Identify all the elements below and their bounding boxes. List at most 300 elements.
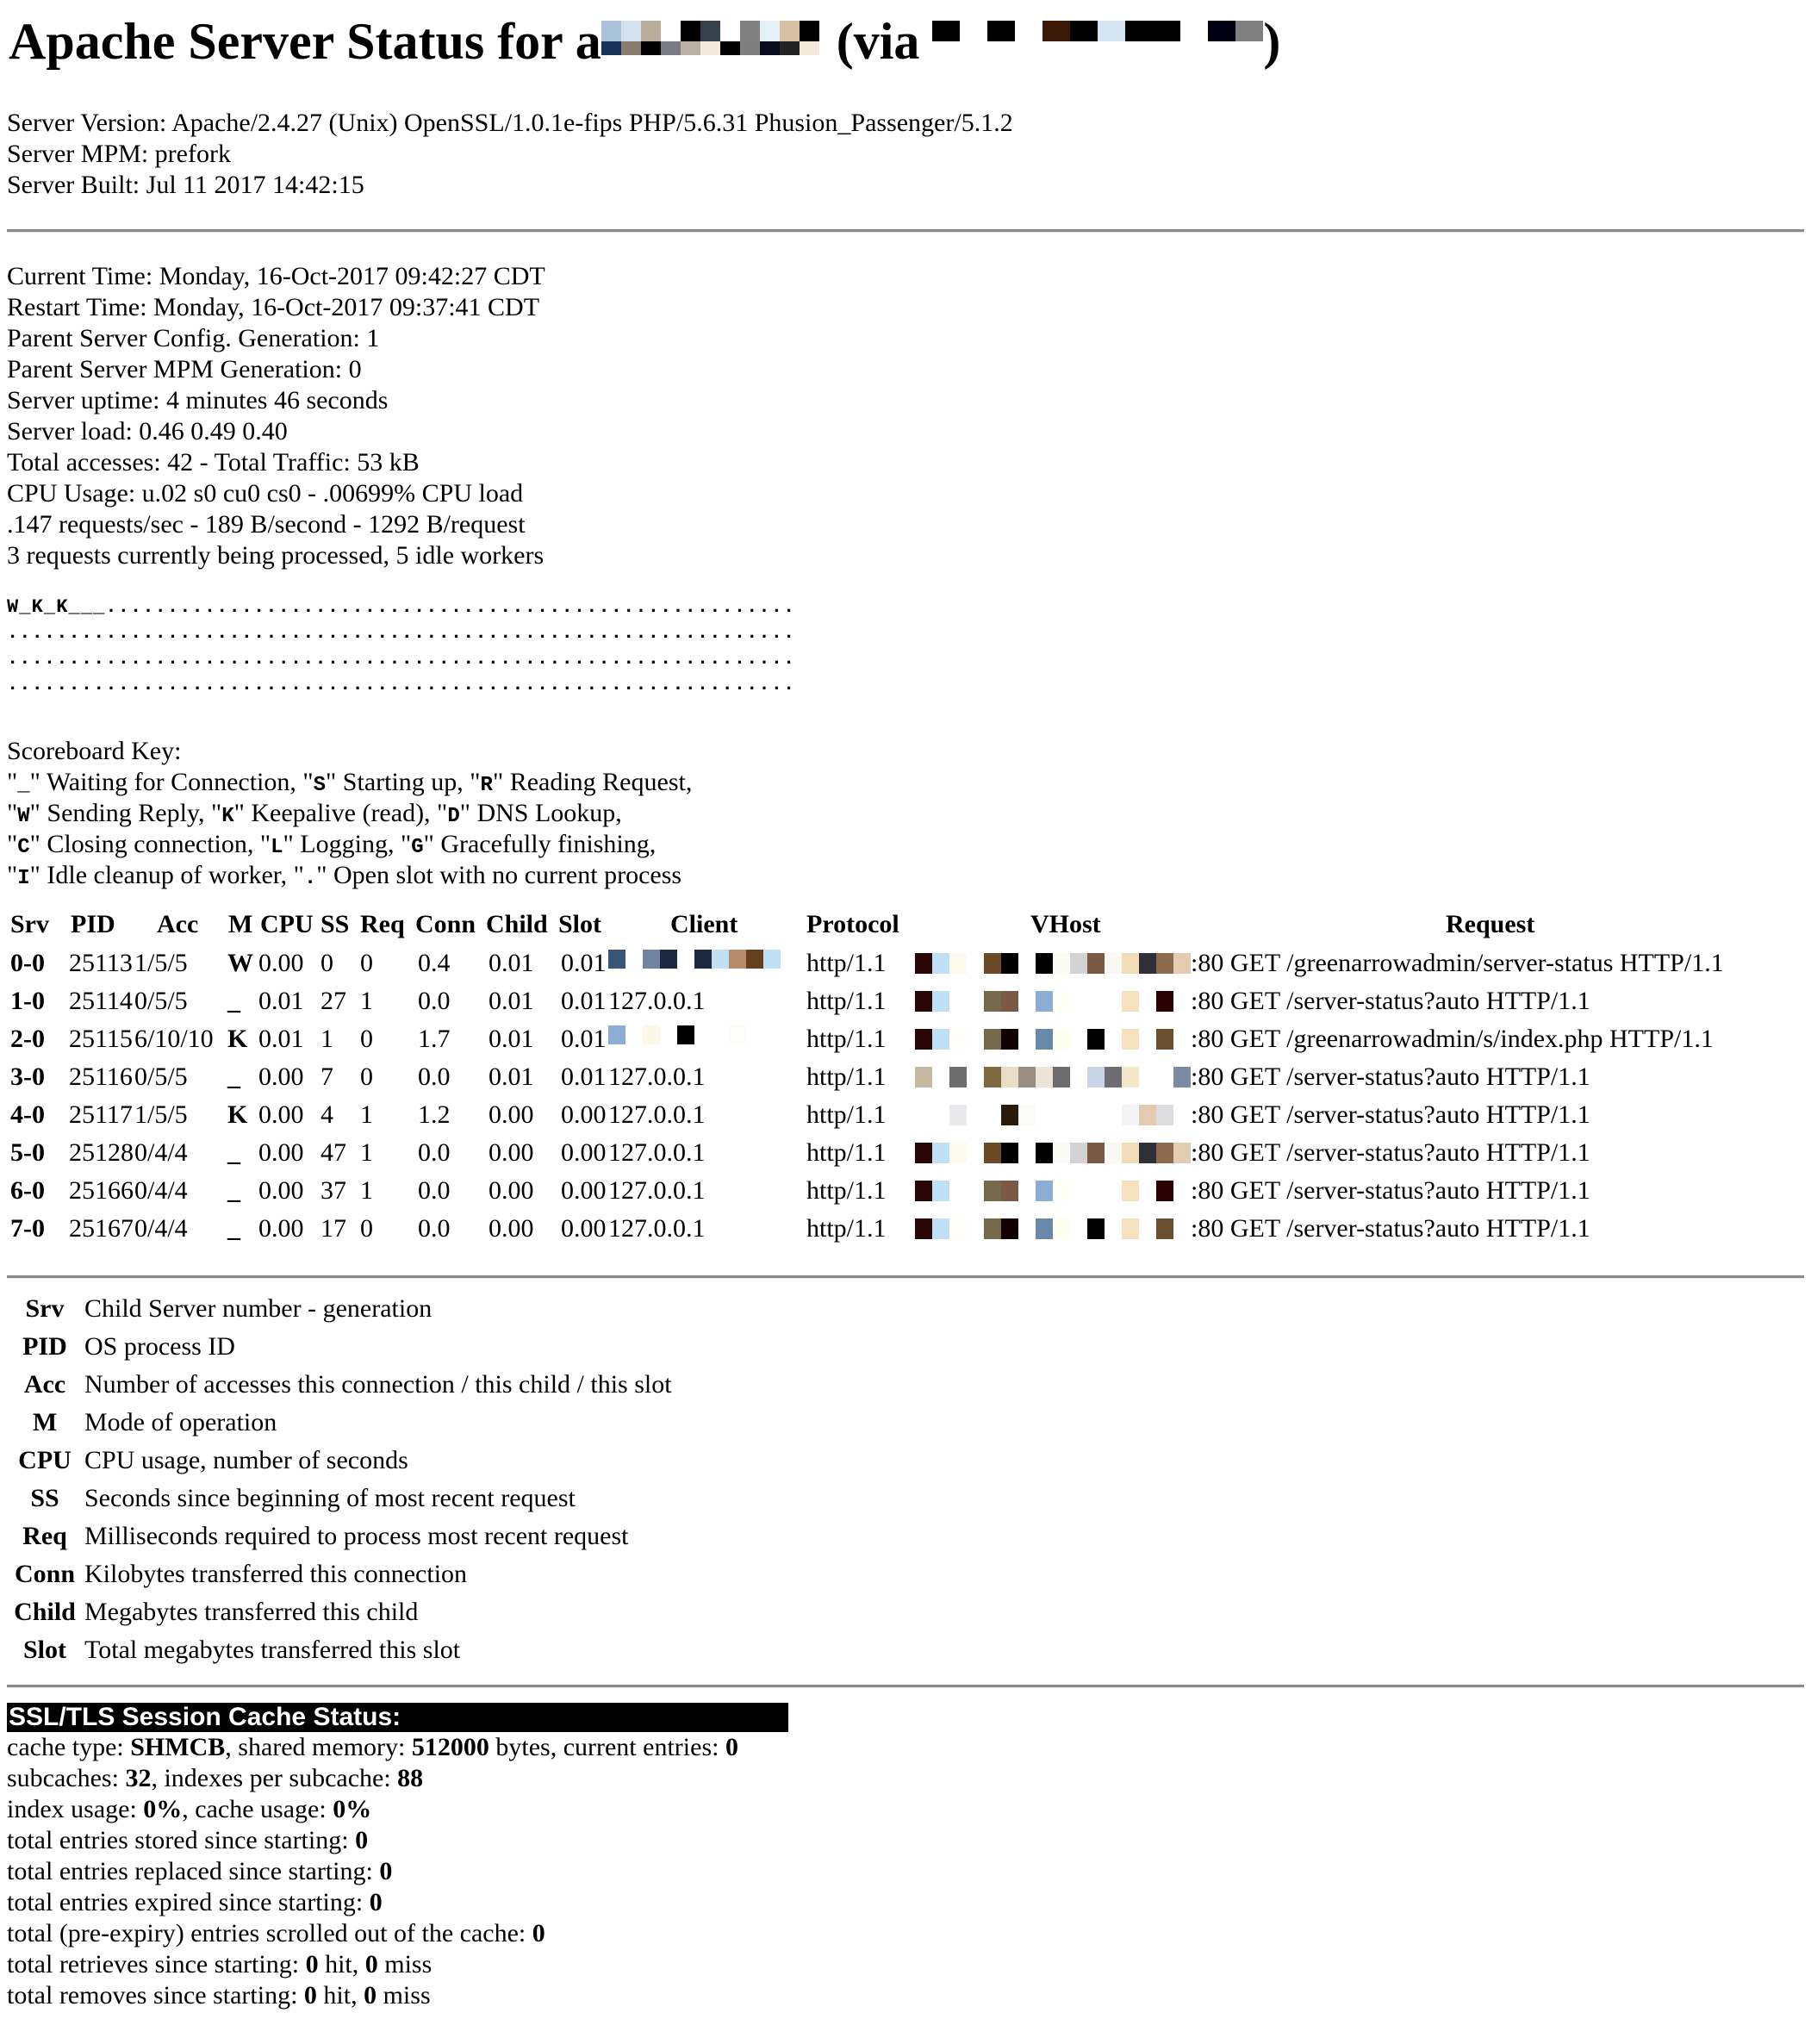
redaction-pixel xyxy=(949,1143,967,1163)
protocol-cell: http/1.1 xyxy=(806,1100,887,1129)
client-cell xyxy=(608,948,781,987)
scoreboard-key-text: " xyxy=(7,799,18,827)
redaction-pixel xyxy=(984,953,1001,974)
redaction-pixel xyxy=(1018,1181,1036,1201)
ssl-label: total retrieves since starting: xyxy=(7,1950,306,1979)
redaction-pixel xyxy=(1070,21,1098,41)
legend-key: Srv xyxy=(25,1294,65,1323)
redaction-pixel xyxy=(949,1105,967,1125)
request-text: GET /greenarrowadmin/server-status HTTP/1.1 xyxy=(1223,949,1724,977)
cpu-cell: 0.00 xyxy=(258,1100,304,1129)
redaction-pixel xyxy=(967,1218,984,1239)
srv-cell: 2-0 xyxy=(10,1025,45,1053)
redaction-pixel xyxy=(932,1067,949,1087)
ssl-line xyxy=(7,1825,738,1856)
legend-key: Acc xyxy=(23,1370,66,1399)
ssl-value: 0 xyxy=(725,1733,738,1761)
redacted-vhost xyxy=(915,1100,1189,1131)
redaction-pixel xyxy=(967,1029,984,1050)
slot-cell: 0.01 xyxy=(561,1063,607,1091)
cpu-cell: 0.00 xyxy=(258,1176,304,1205)
worker-counts: 3 requests currently being processed, 5 idle workers xyxy=(7,541,545,570)
pid-cell: 25166 xyxy=(69,1176,134,1205)
redaction-pixel xyxy=(987,21,1015,41)
ssl-value: 32 xyxy=(125,1764,152,1792)
ssl-cache-status xyxy=(7,1732,738,2011)
redaction-pixel xyxy=(1122,1067,1139,1087)
srv-cell: 3-0 xyxy=(10,1063,45,1091)
scoreboard-key-text: " Starting up, " xyxy=(326,768,481,796)
req-cell: 1 xyxy=(360,1100,373,1129)
redaction-pixel xyxy=(949,1181,967,1201)
client-ip: 127.0.0.1 xyxy=(608,1214,706,1243)
redaction-pixel xyxy=(1087,1143,1105,1163)
redaction-pixel xyxy=(1139,1029,1156,1050)
acc-cell: 1/5/5 xyxy=(134,1100,188,1129)
redaction-pixel xyxy=(1042,21,1070,41)
srv-cell: 4-0 xyxy=(10,1100,45,1129)
column-header-conn: Conn xyxy=(415,910,476,938)
redaction-pixel xyxy=(1087,1218,1105,1239)
redaction-pixel xyxy=(984,1029,1001,1050)
redaction-pixel xyxy=(1070,953,1087,974)
req-cell: 1 xyxy=(360,1138,373,1167)
protocol-cell: http/1.1 xyxy=(806,1176,887,1205)
redaction-pixel xyxy=(660,950,677,969)
page-title xyxy=(9,5,1280,78)
redaction-pixel xyxy=(1053,1029,1070,1050)
redaction-pixel xyxy=(967,1067,984,1087)
ssl-label: bytes, current entries: xyxy=(489,1733,725,1761)
m-cell: _ xyxy=(227,1214,240,1243)
column-header-ss: SS xyxy=(321,910,350,938)
client-cell xyxy=(608,986,706,1017)
redaction-pixel xyxy=(641,41,661,55)
redaction-pixel xyxy=(694,950,712,969)
redaction-pixel xyxy=(932,1143,949,1163)
redaction-pixel xyxy=(1139,991,1156,1012)
redaction-pixel xyxy=(720,21,740,41)
redaction-pixel xyxy=(661,41,681,55)
redaction-pixel xyxy=(1070,991,1087,1012)
ssl-value: 512000 xyxy=(411,1733,489,1761)
column-header-child: Child xyxy=(486,910,548,938)
redaction-pixel xyxy=(1156,1105,1173,1125)
ssl-label: total removes since starting: xyxy=(7,1981,304,2010)
redaction-pixel xyxy=(1087,1181,1105,1201)
redaction-pixel xyxy=(1015,21,1042,41)
ssl-cache-heading: SSL/TLS Session Cache Status: xyxy=(7,1703,788,1732)
redaction-pixel xyxy=(1087,1105,1105,1125)
column-header-vhost: VHost xyxy=(1030,910,1101,938)
request-cell xyxy=(1191,1137,1590,1168)
ssl-label: hit, xyxy=(318,1950,365,1979)
redaction-pixel xyxy=(960,21,987,41)
scoreboard-key-line xyxy=(7,860,692,891)
legend-desc: Milliseconds required to process most recent request xyxy=(84,1522,629,1550)
ssl-value: 0 xyxy=(379,1857,393,1885)
slot-cell: 0.00 xyxy=(561,1100,607,1129)
ssl-value: 0 xyxy=(305,1950,319,1979)
protocol-cell: http/1.1 xyxy=(806,1063,887,1091)
legend-desc: OS process ID xyxy=(84,1332,235,1361)
redaction-pixel xyxy=(915,991,932,1012)
scoreboard-key-text: " Reading Request, xyxy=(492,768,693,796)
legend-desc: Total megabytes transferred this slot xyxy=(84,1636,461,1664)
redaction-pixel xyxy=(967,1143,984,1163)
redaction-pixel xyxy=(621,21,641,41)
redaction-pixel xyxy=(746,950,763,969)
ssl-label: total entries expired since starting: xyxy=(7,1888,370,1916)
redaction-pixel xyxy=(984,1218,1001,1239)
req-cell: 1 xyxy=(360,987,373,1015)
ssl-line xyxy=(7,1918,738,1949)
client-cell xyxy=(608,1062,706,1093)
title-close: ) xyxy=(1263,13,1281,70)
redaction-pixel xyxy=(1173,1067,1191,1087)
redaction-pixel xyxy=(984,991,1001,1012)
ssl-value: 0 xyxy=(364,1981,377,2010)
request-cell xyxy=(1191,1024,1714,1055)
scoreboard-key-text: " Open slot with no current process xyxy=(316,861,682,889)
mpm-generation: Parent Server MPM Generation: 0 xyxy=(7,355,362,383)
pid-cell: 25128 xyxy=(69,1138,134,1167)
redaction-pixel xyxy=(1018,1029,1036,1050)
redaction-pixel xyxy=(1139,1105,1156,1125)
ssl-label: subcaches: xyxy=(7,1764,126,1792)
redaction-pixel xyxy=(1001,1218,1018,1239)
redaction-pixel xyxy=(1153,21,1180,41)
m-cell: _ xyxy=(227,1176,240,1205)
scoreboard-key-code: _ xyxy=(17,774,30,797)
child-cell: 0.00 xyxy=(489,1100,534,1129)
scoreboard-line: ................................................................ xyxy=(7,674,796,695)
scoreboard-line: ................................................................ xyxy=(7,622,796,644)
column-header-pid: PID xyxy=(71,910,115,938)
redaction-pixel xyxy=(932,1218,949,1239)
m-cell: _ xyxy=(227,1063,240,1091)
protocol-cell: http/1.1 xyxy=(806,1214,887,1243)
ssl-line xyxy=(7,1763,738,1794)
scoreboard-key-code: I xyxy=(17,867,30,890)
acc-cell: 0/4/4 xyxy=(134,1176,188,1205)
redaction-pixel xyxy=(1053,991,1070,1012)
redaction-pixel xyxy=(1070,1067,1087,1087)
scoreboard-key-title: Scoreboard Key: xyxy=(7,737,182,765)
redaction-pixel xyxy=(1001,953,1018,974)
request-cell xyxy=(1191,1175,1590,1206)
redaction-pixel xyxy=(1018,953,1036,974)
redaction-pixel xyxy=(1036,1029,1053,1050)
srv-cell: 7-0 xyxy=(10,1214,45,1243)
redaction-pixel xyxy=(621,41,641,55)
scoreboard xyxy=(7,595,795,698)
scoreboard-key-code: L xyxy=(271,836,283,859)
redaction-pixel xyxy=(915,953,932,974)
redaction-pixel xyxy=(1053,1181,1070,1201)
column-header-slot: Slot xyxy=(558,910,602,938)
conn-cell: 0.0 xyxy=(418,1063,451,1091)
redaction-pixel xyxy=(1156,1218,1173,1239)
cpu-cell: 0.00 xyxy=(258,1063,304,1091)
redaction-pixel xyxy=(601,41,621,55)
cpu-cell: 0.00 xyxy=(258,1138,304,1167)
redaction-pixel xyxy=(1122,991,1139,1012)
redaction-pixel xyxy=(608,950,625,969)
legend-desc: Kilobytes transferred this connection xyxy=(84,1560,468,1588)
protocol-cell: http/1.1 xyxy=(806,1138,887,1167)
protocol-cell: http/1.1 xyxy=(806,987,887,1015)
ssl-value: 0% xyxy=(143,1795,183,1823)
redaction-pixel xyxy=(1001,1105,1018,1125)
scoreboard-key-text: " Sending Reply, " xyxy=(29,799,222,827)
ssl-value: 0 xyxy=(369,1888,383,1916)
redaction-pixel xyxy=(1053,1067,1070,1087)
child-cell: 0.01 xyxy=(489,987,534,1015)
redaction-pixel xyxy=(1001,1067,1018,1087)
vhost-port: :80 xyxy=(1191,1214,1224,1243)
redaction-pixel xyxy=(800,21,819,41)
config-generation: Parent Server Config. Generation: 1 xyxy=(7,324,380,352)
acc-cell: 0/4/4 xyxy=(134,1138,188,1167)
legend-desc: Seconds since beginning of most recent request xyxy=(84,1484,576,1512)
client-ip: 127.0.0.1 xyxy=(608,1100,706,1129)
scoreboard-key-code: C xyxy=(17,836,30,859)
redaction-pixel xyxy=(967,1181,984,1201)
redaction-pixel xyxy=(1053,1218,1070,1239)
request-text: GET /server-status?auto HTTP/1.1 xyxy=(1223,1138,1590,1167)
redacted-vhost xyxy=(915,948,1189,979)
redaction-pixel xyxy=(1070,1143,1087,1163)
redaction-pixel xyxy=(915,1067,932,1087)
ssl-label: hit, xyxy=(316,1981,364,2010)
redaction-pixel xyxy=(1156,1067,1173,1087)
redaction-pixel xyxy=(760,41,780,55)
redaction-pixel xyxy=(967,953,984,974)
server-mpm: Server MPM: prefork xyxy=(7,140,231,168)
redaction-pixel xyxy=(1036,1105,1053,1125)
slot-cell: 0.01 xyxy=(561,1025,607,1053)
redaction-pixel xyxy=(949,1218,967,1239)
pid-cell: 25117 xyxy=(69,1100,133,1129)
legend-key: PID xyxy=(22,1332,67,1361)
scoreboard-key-text: " DNS Lookup, xyxy=(459,799,622,827)
redaction-pixel xyxy=(949,1067,967,1087)
req-cell: 1 xyxy=(360,1176,373,1205)
redaction-pixel xyxy=(740,41,760,55)
redaction-pixel xyxy=(915,1105,932,1125)
current-time: Current Time: Monday, 16-Oct-2017 09:42:27 CDT xyxy=(7,262,545,290)
vhost-cell xyxy=(915,1137,1189,1176)
redaction-pixel xyxy=(1156,1029,1173,1050)
conn-cell: 0.4 xyxy=(418,949,451,977)
redaction-pixel xyxy=(1098,21,1125,41)
request-text: GET /server-status?auto HTTP/1.1 xyxy=(1223,1100,1590,1129)
ssl-value: 0 xyxy=(303,1981,317,2010)
redaction-pixel xyxy=(915,1143,932,1163)
vhost-cell xyxy=(915,1213,1189,1252)
protocol-cell: http/1.1 xyxy=(806,1025,887,1053)
column-header-m: M xyxy=(228,910,253,938)
redaction-pixel xyxy=(1173,991,1191,1012)
client-ip: 127.0.0.1 xyxy=(608,987,706,1015)
redaction-pixel xyxy=(720,41,740,55)
redaction-pixel xyxy=(661,21,681,41)
redaction-pixel xyxy=(1156,991,1173,1012)
ss-cell: 47 xyxy=(321,1138,346,1167)
ssl-value: SHMCB xyxy=(130,1733,226,1761)
redaction-pixel xyxy=(1105,1143,1122,1163)
ssl-value: 0 xyxy=(355,1826,369,1854)
acc-cell: 0/5/5 xyxy=(134,1063,188,1091)
legend-desc: Child Server number - generation xyxy=(84,1294,433,1323)
scoreboard-key xyxy=(7,736,692,891)
redaction-pixel xyxy=(949,991,967,1012)
redaction-pixel xyxy=(677,1025,694,1044)
redaction-pixel xyxy=(1173,1143,1191,1163)
scoreboard-key-text: " xyxy=(7,768,18,796)
ssl-label: total entries replaced since starting: xyxy=(7,1857,380,1885)
redaction-pixel xyxy=(763,950,781,969)
redaction-pixel xyxy=(1036,1181,1053,1201)
client-cell xyxy=(608,1137,706,1168)
redaction-pixel xyxy=(1053,953,1070,974)
conn-cell: 1.7 xyxy=(418,1025,451,1053)
pid-cell: 25167 xyxy=(69,1214,134,1243)
redaction-pixel xyxy=(625,1025,643,1044)
pid-cell: 25115 xyxy=(69,1025,133,1053)
legend-key: Req xyxy=(22,1522,67,1550)
srv-cell: 1-0 xyxy=(10,987,45,1015)
pid-cell: 25116 xyxy=(69,1063,133,1091)
title-via: (via xyxy=(823,13,933,70)
ssl-label: , cache usage: xyxy=(182,1795,333,1823)
legend-desc: CPU usage, number of seconds xyxy=(84,1446,408,1474)
redaction-pixel xyxy=(608,1025,625,1044)
child-cell: 0.00 xyxy=(489,1176,534,1205)
redaction-pixel xyxy=(1105,1029,1122,1050)
slot-cell: 0.00 xyxy=(561,1176,607,1205)
conn-cell: 0.0 xyxy=(418,987,451,1015)
client-cell xyxy=(608,1024,781,1063)
redaction-pixel xyxy=(712,950,729,969)
redaction-pixel xyxy=(1105,1181,1122,1201)
redacted-vhost xyxy=(915,1213,1189,1244)
column-header-srv: Srv xyxy=(10,910,49,938)
acc-cell: 0/5/5 xyxy=(134,987,188,1015)
slot-cell: 0.01 xyxy=(561,949,607,977)
ssl-label: index usage: xyxy=(7,1795,144,1823)
request-cell xyxy=(1191,986,1590,1017)
redaction-pixel xyxy=(1122,1105,1139,1125)
vhost-port: :80 xyxy=(1191,987,1224,1015)
legend-key: Child xyxy=(14,1598,76,1626)
redaction-pixel xyxy=(1122,953,1139,974)
ssl-value: 0 xyxy=(364,1950,378,1979)
ss-cell: 27 xyxy=(321,987,346,1015)
request-text: GET /server-status?auto HTTP/1.1 xyxy=(1223,1063,1590,1091)
slot-cell: 0.01 xyxy=(561,987,607,1015)
redaction-pixel xyxy=(1173,1105,1191,1125)
column-header-acc: Acc xyxy=(157,910,199,938)
redaction-pixel xyxy=(949,1029,967,1050)
legend-desc: Number of accesses this connection / this child / this slot xyxy=(84,1370,672,1399)
ssl-line xyxy=(7,1887,738,1918)
ssl-label: , indexes per subcache: xyxy=(151,1764,398,1792)
scoreboard-line: W_K_K___........................................................ xyxy=(7,596,796,618)
m-cell: W xyxy=(227,949,253,977)
vhost-cell xyxy=(915,1024,1189,1063)
redaction-pixel xyxy=(915,1181,932,1201)
client-cell xyxy=(608,1175,706,1206)
redaction-pixel xyxy=(932,1181,949,1201)
redaction-pixel xyxy=(1122,1029,1139,1050)
divider xyxy=(7,1685,1804,1688)
redaction-pixel xyxy=(932,1105,949,1125)
vhost-cell xyxy=(915,1100,1189,1138)
total-accesses: Total accesses: 42 - Total Traffic: 53 kB xyxy=(7,448,420,477)
ss-cell: 37 xyxy=(321,1176,346,1205)
scoreboard-key-code: S xyxy=(313,774,327,797)
redaction-pixel xyxy=(1125,21,1153,41)
legend-key: M xyxy=(32,1408,58,1436)
scoreboard-key-text: " Closing connection, " xyxy=(29,830,271,858)
m-cell: K xyxy=(227,1100,248,1129)
scoreboard-line: ................................................................ xyxy=(7,648,796,670)
vhost-port: :80 xyxy=(1191,949,1224,977)
redaction-pixel xyxy=(949,953,967,974)
redaction-pixel xyxy=(1105,991,1122,1012)
redaction-pixel xyxy=(1087,991,1105,1012)
redaction-pixel xyxy=(1156,953,1173,974)
redaction-pixel xyxy=(1018,1105,1036,1125)
redaction-pixel xyxy=(1001,1029,1018,1050)
redaction-pixel xyxy=(1173,1218,1191,1239)
cpu-cell: 0.01 xyxy=(258,1025,304,1053)
redaction-pixel xyxy=(601,21,621,41)
ssl-line xyxy=(7,1856,738,1887)
redaction-pixel xyxy=(1087,1029,1105,1050)
ssl-value: 0% xyxy=(333,1795,372,1823)
client-cell xyxy=(608,1213,706,1244)
redaction-pixel xyxy=(1173,1029,1191,1050)
redaction-pixel xyxy=(1139,1143,1156,1163)
ssl-label: miss xyxy=(377,1950,433,1979)
redacted-hostname xyxy=(601,24,824,59)
redaction-pixel xyxy=(780,41,800,55)
acc-cell: 6/10/10 xyxy=(134,1025,214,1053)
m-cell: _ xyxy=(227,1138,240,1167)
redaction-pixel xyxy=(1122,1143,1139,1163)
server-status xyxy=(7,261,545,571)
vhost-cell xyxy=(915,948,1189,987)
cpu-cell: 0.00 xyxy=(258,949,304,977)
conn-cell: 0.0 xyxy=(418,1176,451,1205)
redaction-pixel xyxy=(625,950,643,969)
redaction-pixel xyxy=(1036,953,1053,974)
scoreboard-key-text: " Waiting for Connection, " xyxy=(29,768,314,796)
srv-cell: 5-0 xyxy=(10,1138,45,1167)
request-text: GET /server-status?auto HTTP/1.1 xyxy=(1223,1176,1590,1205)
redaction-pixel xyxy=(1070,1218,1087,1239)
request-cell xyxy=(1191,948,1724,979)
redaction-pixel xyxy=(681,41,700,55)
redacted-vhost xyxy=(915,1024,1189,1055)
scoreboard-key-text: " Gracefully finishing, xyxy=(423,830,657,858)
redaction-pixel xyxy=(681,21,700,41)
pid-cell: 25114 xyxy=(69,987,133,1015)
redaction-pixel xyxy=(643,950,660,969)
